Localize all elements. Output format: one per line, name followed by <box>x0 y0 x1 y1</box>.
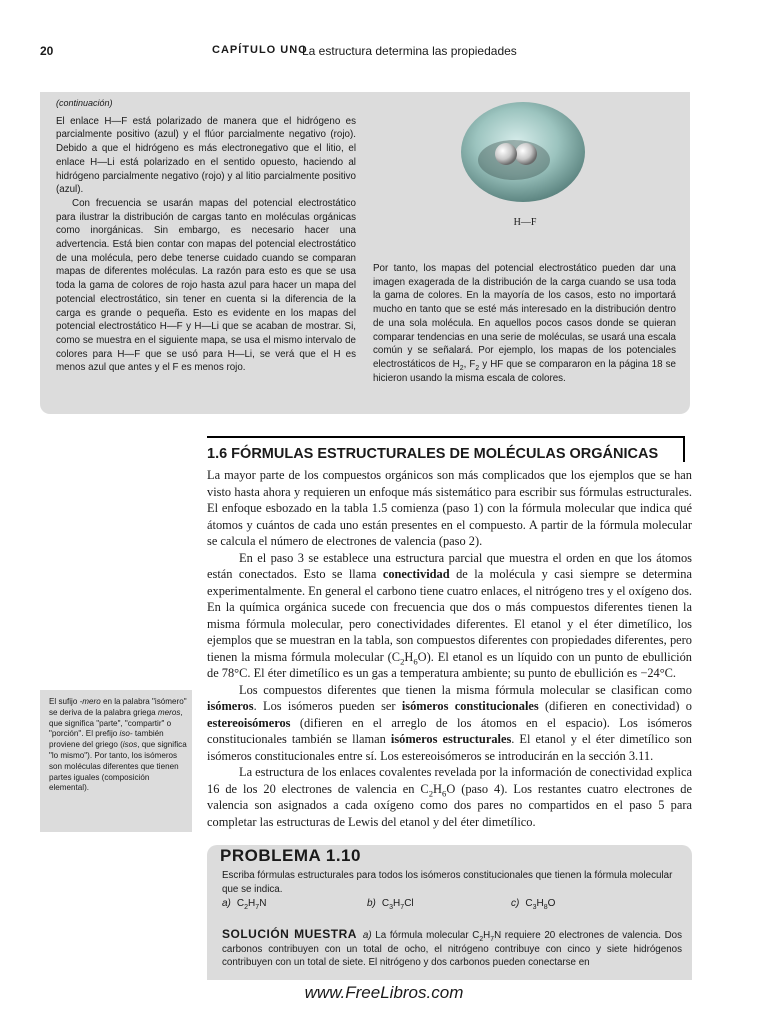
continuation-right-column <box>373 262 676 385</box>
italic-term: -mero <box>79 697 101 706</box>
text-run: Por tanto, los mapas del potencial electrostático pueden dar una imagen exagerada de la distribución de la carga cuando se usa toda la gama de colores. En la mayoría de los casos, esto no importará mucho en tanto que se esté más interesado en la distribución dentro de una sola molécula. En aquellos pocos casos donde se quieran comparar tendencias en una serie de moléculas, se usará una escala común y se señalará. Por ejemplo, los mapas de los potenciales electrostáticos de H <box>373 263 676 370</box>
text-run: en la palabra "isómero" se deriva de la palabra griega <box>49 697 187 717</box>
formula-part: H <box>248 898 256 909</box>
subscript: 2 <box>459 364 464 372</box>
option-label: a) <box>222 898 231 909</box>
problem-statement: Escriba fórmulas estructurales para todos los isómeros constitucionales que tienen la fórmula molecular que se indica. <box>222 870 673 895</box>
text-run: En el paso 3 se establece una estructura parcial que muestra el orden en que los átomos están conectados. Esto se llama <box>207 550 692 581</box>
problem-option-c <box>511 898 555 909</box>
problem-title: PROBLEMA 1.10 <box>220 846 361 865</box>
subscript: 6 <box>441 787 447 798</box>
problem-option-b <box>367 898 414 909</box>
text-run: N requiere 20 electrones de valencia. Dos carbonos contribuyen con un total de ocho, el nitrógeno contribuye con cinco y siete hidrógenos contribuyen con un total de siete. El nitrógeno y dos carbonos pueden conectarse en <box>222 930 683 968</box>
subscript: 7 <box>255 904 260 911</box>
sample-solution <box>222 928 682 970</box>
text-run: La fórmula molecular C <box>371 930 480 941</box>
subscript: 2 <box>428 787 434 798</box>
formula-part: H <box>393 898 401 909</box>
problem-option-a <box>222 898 266 909</box>
section-paragraph-1: La mayor parte de los compuestos orgánicos son más complicados que los ejemplos que se han visto hasta ahora y requieren un enfoque más sistemático para escribir sus fórmulas estructurales. El enfoque esbozado en la tabla 1.5 comienza (paso 1) con la fórmula molecular que indica qué átomos y cuántos de cada uno están presentes en el compuesto. A partir de la fórmula molecular se calcula el número de electrones de valencia (paso 2). <box>207 468 692 548</box>
text-run: O (paso 4). Los restantes cuatro electrones de valencia son asignados a cada oxígeno como dos pares no compartidos en el paso 5 para completar las estructuras de Lewis del etanol y del éter dimetílico. <box>207 781 692 829</box>
text-run: (difieren en el arreglo de los átomos en el espacio). Los isómeros constitucionales también se llaman <box>207 715 692 746</box>
option-label: c) <box>511 898 520 909</box>
sidebar-note <box>49 697 187 794</box>
solution-label: a) <box>362 930 372 941</box>
text-run: El sufijo <box>49 697 80 706</box>
italic-term: iso- <box>119 729 133 739</box>
bold-term: isómeros <box>207 699 254 713</box>
subscript: 7 <box>490 935 495 943</box>
text-run: , que significa "lo mismo"). Por tanto, los isómeros son moléculas diferentes que tienen partes iguales (composición elemental). <box>49 740 187 793</box>
hf-electrostatic-map-image <box>450 96 600 206</box>
chapter-title: La estructura determina las propiedades <box>302 44 517 58</box>
continuation-paragraph-1: El enlace H—F está polarizado de manera que el hidrógeno es parcialmente positivo (azul) y el flúor parcialmente negativo (rojo). Debido a que el hidrógeno es más electronegativo que el litio, el enlace H—Li está polarizado en el sentido opuesto, haciendo al hidrógeno parcialmente negativo (rojo) y al litio parcialmente positivo (azul). <box>56 115 356 196</box>
text-run: La estructura de los enlaces covalentes revelada por la información de conectividad explica 16 de los 20 electrones de valencia en C <box>207 765 692 796</box>
bold-term: conectividad <box>382 567 450 581</box>
text-run: H <box>433 781 442 796</box>
continuation-right-paragraph <box>373 262 676 385</box>
text-run: , que significa "parte", "compartir" o "porción". El prefijo <box>49 707 183 739</box>
formula-part: N <box>259 898 267 909</box>
text-run: de la molécula y casi siempre se determina experimentalmente. En general el carbono tiene cuatro enlaces, el nitrógeno tres y el oxígeno dos. En la química orgánica sucede con frecuencia que dos o más compuestos diferentes tienen la misma fórmula molecular, pero conectividades diferentes. El etanol y el éter dimetílico, los ejemplos que se muestran en la tabla, son compuestos diferentes con propiedades diferentes, pero tienen la misma fórmula molecular (C <box>207 567 692 664</box>
section-paragraph-2 <box>207 550 692 682</box>
text-run: H <box>404 649 414 664</box>
formula-part: C <box>525 898 533 909</box>
bold-term: isómeros constitucionales <box>401 699 539 713</box>
continuation-paragraph-2: Con frecuencia se usarán mapas del potencial electrostático para ilustrar la distribución de cargas tanto en moléculas orgánicas como inorgánicas. Sin embargo, es necesario hacer una advertencia. Está bien contar con mapas del potencial electrostático de una molécula, pero debe tenerse cuidado cuando se comparan mapas de diferentes moléculas. La razón para esto es que se usa toda la gama de colores de rojo hasta azul para hacer un mapa del potencial electrostático, sin tener en cuenta si la diferencia de la carga es grande o pequeña. Esto es evidente en los mapas del potencial electrostático H—F y H—Li que se acaban de mostrar. Si, como se muestra en el siguiente mapa, se usa el mismo intervalo de colores para H—F que se usó para H—Li, se verá que el H es menos azul que antes y el F es menos rojo. <box>56 197 356 374</box>
section-paragraph-3 <box>207 682 692 765</box>
formula-part: O <box>547 898 556 909</box>
footer-url: www.FreeLibros.com <box>304 983 464 1002</box>
chapter-label: CAPÍTULO UNO <box>212 44 308 56</box>
subscript: 2 <box>475 364 480 372</box>
text-run: O). El etanol es un líquido con un punto de ebullición de 78°C. El éter dimetílico es un gas a temperatura ambiente; su punto de ebullición es −24°C. <box>207 649 692 680</box>
option-label: b) <box>367 898 376 909</box>
hf-image-caption: H—F <box>513 217 537 228</box>
section-heading: 1.6 FÓRMULAS ESTRUCTURALES DE MOLÉCULAS ORGÁNICAS <box>207 436 685 462</box>
continuation-tag: (continuación) <box>56 98 113 108</box>
section-paragraph-4 <box>207 764 692 830</box>
text-run: (difieren en conectividad) o <box>538 699 692 713</box>
italic-term: isos <box>122 740 138 750</box>
solution-title: SOLUCIÓN MUESTRA <box>222 927 357 941</box>
text-run: H <box>483 930 491 941</box>
formula-part: H <box>536 898 544 909</box>
text-run: y HF que se compararon en la página 18 se hicieron usando la misma escala de colores. <box>373 358 676 384</box>
subscript: 2 <box>400 655 405 666</box>
subscript: 6 <box>413 655 418 666</box>
text-run: . El etanol y el éter dimetílico son isómeros constitucionales entre sí. Los estereoisómeros se introducirán en la sección 3.11. <box>207 732 692 763</box>
section-body <box>207 467 692 830</box>
subscript: 3 <box>532 904 537 911</box>
formula-part: Cl <box>404 898 414 909</box>
subscript: 2 <box>479 935 484 943</box>
text-run: , F <box>463 358 476 370</box>
italic-term: meros <box>157 707 181 717</box>
text-run: también proviene del griego ( <box>49 729 164 750</box>
formula-part: C <box>236 898 245 909</box>
subscript: 8 <box>543 904 548 911</box>
bold-term: isómeros estructurales <box>390 732 512 746</box>
problem-options <box>222 898 682 912</box>
subscript: 7 <box>400 904 405 911</box>
text-run: Los compuestos diferentes que tienen la misma fórmula molecular se clasifican como <box>239 682 692 697</box>
subscript: 2 <box>244 904 249 911</box>
continuation-left-column <box>56 97 356 375</box>
bold-term: estereoisómeros <box>207 715 291 730</box>
text-run: . Los isómeros pueden ser <box>253 699 402 713</box>
formula-part: C <box>381 898 390 909</box>
page-number: 20 <box>40 44 54 58</box>
subscript: 3 <box>389 904 394 911</box>
